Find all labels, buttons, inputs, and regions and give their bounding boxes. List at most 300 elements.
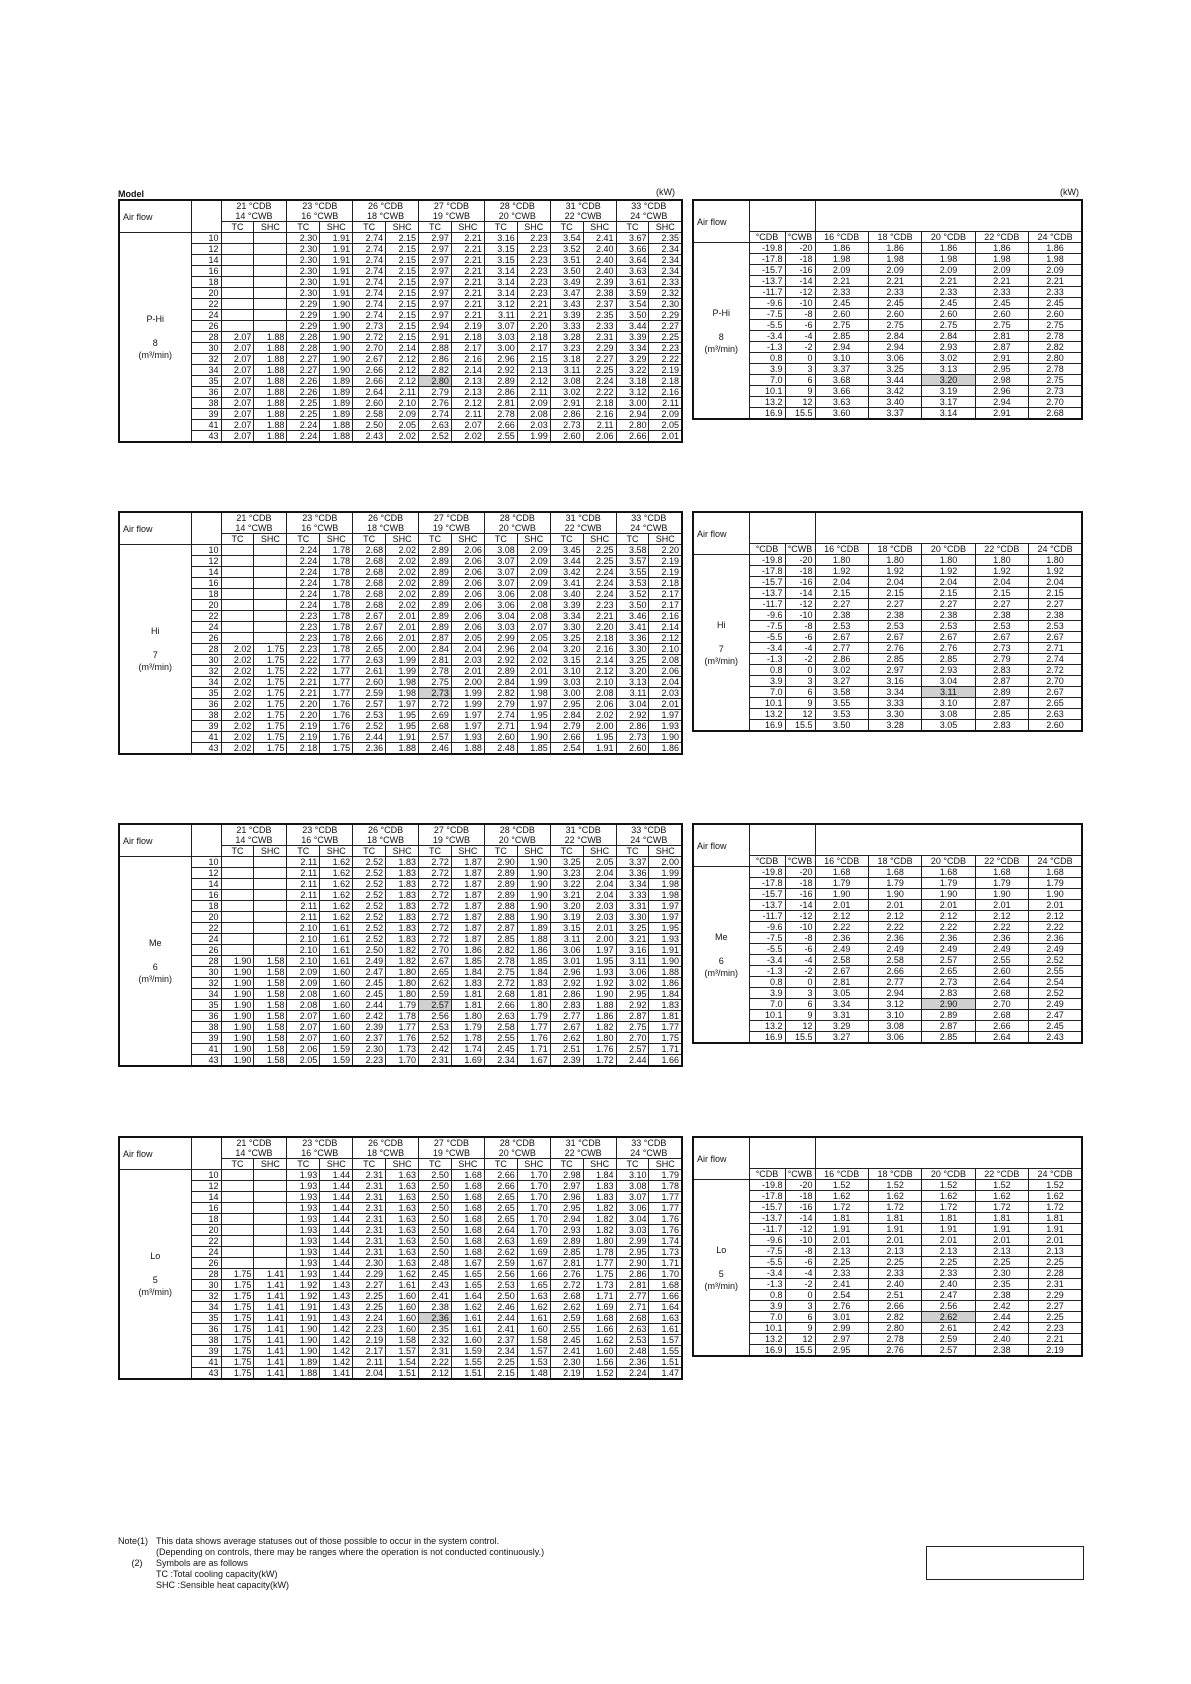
outdoor-temp: 12 bbox=[191, 868, 221, 879]
capacity-cell: 1.69 bbox=[517, 1247, 550, 1258]
capacity-cell: 2.24 bbox=[287, 545, 320, 556]
capacity-cell: 2.02 bbox=[221, 710, 254, 721]
outdoor-wb: -16 bbox=[785, 1202, 815, 1213]
capacity-cell: 2.12 bbox=[649, 633, 682, 644]
capacity-cell: 2.54 bbox=[550, 743, 583, 755]
capacity-cell: 1.90 bbox=[320, 321, 353, 332]
capacity-cell: 1.77 bbox=[649, 1203, 682, 1214]
capacity-cell: 2.75 bbox=[922, 320, 975, 331]
capacity-cell: 2.29 bbox=[287, 299, 320, 310]
capacity-cell: 2.38 bbox=[419, 1302, 452, 1313]
capacity-cell: 2.71 bbox=[616, 1302, 649, 1313]
capacity-cell: 2.53 bbox=[922, 621, 975, 632]
flow-value: 5 bbox=[718, 1268, 724, 1279]
capacity-cell: 1.62 bbox=[320, 890, 353, 901]
outdoor-wb: -18 bbox=[785, 566, 815, 577]
capacity-cell: 1.61 bbox=[320, 934, 353, 945]
capacity-cell: 2.75 bbox=[1029, 320, 1082, 331]
capacity-cell: 1.70 bbox=[649, 1269, 682, 1280]
capacity-cell: 1.76 bbox=[320, 732, 353, 743]
outdoor-temp: 32 bbox=[191, 666, 221, 677]
capacity-cell bbox=[254, 233, 287, 244]
outdoor-wb: 9 bbox=[785, 1323, 815, 1334]
capacity-cell: 2.23 bbox=[353, 1324, 386, 1335]
capacity-cell: 2.49 bbox=[975, 944, 1028, 955]
capacity-cell: 1.44 bbox=[320, 1170, 353, 1181]
cooling-table-block bbox=[118, 1136, 683, 1380]
capacity-cell: 1.60 bbox=[320, 978, 353, 989]
capacity-cell: 1.41 bbox=[254, 1280, 287, 1291]
capacity-cell: 2.01 bbox=[868, 1235, 921, 1246]
tc-header: TC bbox=[287, 846, 320, 857]
capacity-cell: 2.31 bbox=[419, 1346, 452, 1357]
capacity-cell: 2.89 bbox=[419, 611, 452, 622]
table-row bbox=[119, 1324, 682, 1335]
capacity-cell: 1.75 bbox=[583, 1269, 616, 1280]
capacity-cell: 2.66 bbox=[484, 420, 517, 431]
outdoor-db: -1.3 bbox=[749, 654, 785, 665]
outdoor-wb: -14 bbox=[785, 588, 815, 599]
capacity-cell: 2.79 bbox=[550, 721, 583, 732]
outdoor-temp: 34 bbox=[191, 677, 221, 688]
capacity-cell: 1.80 bbox=[386, 967, 419, 978]
capacity-cell: 2.14 bbox=[583, 655, 616, 666]
outdoor-db: 0.8 bbox=[749, 977, 785, 988]
capacity-cell bbox=[221, 310, 254, 321]
capacity-cell bbox=[221, 288, 254, 299]
shc-header: SHC bbox=[649, 534, 682, 545]
capacity-cell: 1.88 bbox=[583, 1000, 616, 1011]
capacity-cell: 2.45 bbox=[975, 298, 1028, 309]
air-flow-label: Air flow bbox=[119, 512, 191, 545]
capacity-cell: 2.96 bbox=[484, 644, 517, 655]
air-flow-label: Air flow bbox=[693, 512, 749, 555]
capacity-cell: 1.90 bbox=[221, 1000, 254, 1011]
cooling-capacity-table bbox=[118, 1136, 683, 1380]
table-row bbox=[693, 320, 1082, 331]
capacity-cell: 1.80 bbox=[517, 1000, 550, 1011]
capacity-cell: 2.94 bbox=[868, 342, 921, 353]
capacity-cell: 2.89 bbox=[484, 376, 517, 387]
condition-db: 28 °CDB bbox=[484, 824, 550, 835]
heating-table-block bbox=[692, 199, 1083, 420]
capacity-cell: 2.02 bbox=[583, 710, 616, 721]
outdoor-wb: 3 bbox=[785, 676, 815, 687]
capacity-cell: 2.74 bbox=[353, 288, 386, 299]
capacity-cell bbox=[254, 1258, 287, 1269]
capacity-cell: 2.09 bbox=[517, 567, 550, 578]
capacity-cell: 2.22 bbox=[815, 922, 868, 933]
capacity-cell: 1.52 bbox=[583, 1368, 616, 1380]
capacity-cell: 2.29 bbox=[583, 343, 616, 354]
outdoor-temp: 35 bbox=[191, 688, 221, 699]
capacity-cell: 2.53 bbox=[868, 621, 921, 632]
capacity-cell: 1.41 bbox=[254, 1346, 287, 1357]
capacity-cell: 2.02 bbox=[386, 567, 419, 578]
capacity-cell: 2.58 bbox=[353, 409, 386, 420]
capacity-cell: 2.15 bbox=[386, 299, 419, 310]
capacity-cell: 2.36 bbox=[353, 743, 386, 755]
outdoor-temp: 16 bbox=[191, 890, 221, 901]
capacity-cell: 2.51 bbox=[550, 1044, 583, 1055]
condition-db: 28 °CDB bbox=[484, 1137, 550, 1148]
capacity-cell: 1.93 bbox=[287, 1247, 320, 1258]
capacity-cell: 2.17 bbox=[353, 1346, 386, 1357]
outdoor-db: -9.6 bbox=[749, 610, 785, 621]
capacity-cell: 2.29 bbox=[287, 310, 320, 321]
capacity-cell: 1.61 bbox=[451, 1313, 484, 1324]
capacity-cell: 1.88 bbox=[254, 387, 287, 398]
capacity-cell: 2.05 bbox=[583, 857, 616, 868]
capacity-cell: 2.89 bbox=[419, 567, 452, 578]
outdoor-db: 3.9 bbox=[749, 364, 785, 375]
outdoor-db: -5.5 bbox=[749, 632, 785, 643]
capacity-cell: 2.09 bbox=[868, 265, 921, 276]
table-row bbox=[693, 933, 1082, 944]
capacity-cell: 1.78 bbox=[320, 545, 353, 556]
capacity-cell: 1.90 bbox=[320, 332, 353, 343]
capacity-cell: 1.93 bbox=[287, 1181, 320, 1192]
capacity-cell: 2.20 bbox=[649, 545, 682, 556]
tc-header: TC bbox=[550, 1159, 583, 1170]
outdoor-wb: -20 bbox=[785, 1180, 815, 1191]
cwb-header: °CWB bbox=[785, 544, 815, 555]
capacity-cell bbox=[254, 545, 287, 556]
outdoor-wb: -2 bbox=[785, 966, 815, 977]
capacity-cell: 2.27 bbox=[583, 354, 616, 365]
capacity-cell: 1.97 bbox=[649, 901, 682, 912]
outdoor-db: 7.0 bbox=[749, 687, 785, 698]
capacity-cell: 2.52 bbox=[353, 868, 386, 879]
capacity-cell: 2.14 bbox=[451, 365, 484, 376]
capacity-cell: 2.18 bbox=[583, 633, 616, 644]
capacity-cell: 2.10 bbox=[583, 677, 616, 688]
capacity-cell: 2.73 bbox=[616, 732, 649, 743]
shc-header: SHC bbox=[451, 534, 484, 545]
capacity-cell: 1.61 bbox=[649, 1324, 682, 1335]
capacity-cell: 1.75 bbox=[221, 1269, 254, 1280]
capacity-cell: 2.07 bbox=[221, 354, 254, 365]
capacity-cell: 1.67 bbox=[451, 1258, 484, 1269]
capacity-cell: 2.33 bbox=[815, 287, 868, 298]
capacity-cell: 2.04 bbox=[868, 577, 921, 588]
capacity-cell: 2.67 bbox=[353, 622, 386, 633]
capacity-cell: 1.57 bbox=[517, 1346, 550, 1357]
table-row bbox=[693, 1010, 1082, 1021]
capacity-cell: 2.01 bbox=[868, 900, 921, 911]
capacity-cell: 1.81 bbox=[451, 1000, 484, 1011]
capacity-cell: 1.77 bbox=[320, 655, 353, 666]
capacity-cell: 2.63 bbox=[484, 1236, 517, 1247]
capacity-cell: 1.93 bbox=[451, 732, 484, 743]
capacity-cell: 1.79 bbox=[922, 878, 975, 889]
capacity-cell: 2.76 bbox=[815, 1301, 868, 1312]
capacity-cell: 2.09 bbox=[517, 545, 550, 556]
capacity-cell: 1.89 bbox=[320, 387, 353, 398]
heat-blank bbox=[815, 512, 1082, 544]
capacity-cell: 1.93 bbox=[649, 934, 682, 945]
capacity-cell: 2.60 bbox=[1029, 309, 1082, 320]
capacity-cell: 1.62 bbox=[320, 868, 353, 879]
capacity-cell: 1.80 bbox=[583, 1236, 616, 1247]
capacity-cell: 1.55 bbox=[649, 1346, 682, 1357]
capacity-cell: 1.56 bbox=[583, 1357, 616, 1368]
capacity-cell: 2.16 bbox=[649, 387, 682, 398]
capacity-cell: 1.75 bbox=[649, 1033, 682, 1044]
capacity-cell: 1.42 bbox=[320, 1324, 353, 1335]
capacity-cell: 3.04 bbox=[484, 611, 517, 622]
table-row bbox=[119, 934, 682, 945]
capacity-cell: 2.67 bbox=[353, 354, 386, 365]
capacity-cell: 2.90 bbox=[922, 999, 975, 1010]
capacity-cell: 3.13 bbox=[616, 677, 649, 688]
capacity-cell: 1.62 bbox=[1029, 1191, 1082, 1202]
capacity-cell: 1.67 bbox=[517, 1055, 550, 1067]
capacity-cell: 2.67 bbox=[922, 632, 975, 643]
capacity-cell bbox=[254, 266, 287, 277]
capacity-cell: 1.78 bbox=[649, 1181, 682, 1192]
capacity-cell: 1.44 bbox=[320, 1192, 353, 1203]
capacity-cell: 2.87 bbox=[484, 923, 517, 934]
capacity-cell: 2.12 bbox=[386, 354, 419, 365]
capacity-cell: 2.50 bbox=[419, 1247, 452, 1258]
table-row bbox=[693, 342, 1082, 353]
air-flow-label: Air flow bbox=[693, 1137, 749, 1180]
mode-label: Lo bbox=[150, 1251, 161, 1261]
capacity-cell: 1.81 bbox=[649, 1011, 682, 1022]
capacity-cell: 2.85 bbox=[868, 654, 921, 665]
outdoor-wb: -20 bbox=[785, 243, 815, 254]
capacity-cell: 1.68 bbox=[451, 1170, 484, 1181]
capacity-cell: 2.01 bbox=[815, 1235, 868, 1246]
capacity-cell bbox=[254, 1214, 287, 1225]
condition-wb: 19 °CWB bbox=[419, 1148, 485, 1159]
table-row bbox=[693, 922, 1082, 933]
outdoor-wb: -20 bbox=[785, 555, 815, 566]
capacity-cell: 1.58 bbox=[254, 967, 287, 978]
capacity-cell: 2.67 bbox=[353, 611, 386, 622]
capacity-cell: 1.63 bbox=[386, 1236, 419, 1247]
capacity-cell: 2.12 bbox=[868, 911, 921, 922]
capacity-cell: 2.58 bbox=[868, 955, 921, 966]
capacity-cell bbox=[254, 934, 287, 945]
capacity-cell: 2.81 bbox=[815, 977, 868, 988]
flow-unit: (m³/min) bbox=[704, 967, 738, 978]
unit-right: (kW) bbox=[1060, 187, 1079, 197]
capacity-cell: 1.79 bbox=[386, 1000, 419, 1011]
capacity-cell: 2.65 bbox=[484, 1214, 517, 1225]
heating-capacity-table bbox=[692, 199, 1083, 420]
capacity-cell: 1.97 bbox=[451, 721, 484, 732]
shc-header: SHC bbox=[386, 534, 419, 545]
capacity-cell: 1.73 bbox=[649, 1247, 682, 1258]
outdoor-wb: 15.5 bbox=[785, 1032, 815, 1044]
capacity-cell: 1.55 bbox=[451, 1357, 484, 1368]
capacity-cell: 2.08 bbox=[287, 989, 320, 1000]
capacity-cell: 1.94 bbox=[517, 721, 550, 732]
capacity-cell: 2.79 bbox=[975, 654, 1028, 665]
table-row bbox=[693, 1021, 1082, 1032]
shc-header: SHC bbox=[320, 846, 353, 857]
capacity-cell: 2.04 bbox=[583, 879, 616, 890]
capacity-cell: 2.64 bbox=[353, 387, 386, 398]
heat-blank bbox=[749, 824, 815, 856]
capacity-cell: 2.31 bbox=[353, 1225, 386, 1236]
capacity-cell: 1.91 bbox=[815, 1224, 868, 1235]
table-row bbox=[693, 1290, 1082, 1301]
condition-wb: 20 °CWB bbox=[484, 1148, 550, 1159]
outdoor-temp: 28 bbox=[191, 644, 221, 655]
capacity-cell: 2.31 bbox=[353, 1236, 386, 1247]
capacity-cell: 3.25 bbox=[550, 857, 583, 868]
capacity-cell: 2.72 bbox=[419, 857, 452, 868]
capacity-cell: 2.30 bbox=[550, 1357, 583, 1368]
capacity-cell bbox=[221, 277, 254, 288]
table-row bbox=[693, 577, 1082, 588]
capacity-cell: 3.15 bbox=[484, 255, 517, 266]
capacity-cell: 3.59 bbox=[616, 288, 649, 299]
capacity-cell: 2.72 bbox=[419, 879, 452, 890]
table-row bbox=[693, 599, 1082, 610]
condition-wb: 16 °CWB bbox=[287, 1148, 353, 1159]
outdoor-temp: 10 bbox=[191, 545, 221, 556]
capacity-cell: 1.81 bbox=[517, 989, 550, 1000]
outdoor-db: -9.6 bbox=[749, 1235, 785, 1246]
capacity-cell: 2.02 bbox=[221, 688, 254, 699]
capacity-cell: 2.37 bbox=[353, 1033, 386, 1044]
table-row bbox=[119, 879, 682, 890]
capacity-cell: 2.21 bbox=[451, 277, 484, 288]
outdoor-db: -17.8 bbox=[749, 254, 785, 265]
table-row bbox=[119, 1055, 682, 1067]
capacity-cell: 3.15 bbox=[550, 655, 583, 666]
capacity-cell: 3.27 bbox=[815, 1032, 868, 1044]
capacity-cell: 2.89 bbox=[484, 879, 517, 890]
indoor-db-header: 18 °CDB bbox=[868, 544, 921, 555]
capacity-cell: 2.84 bbox=[922, 331, 975, 342]
capacity-cell: 2.89 bbox=[484, 868, 517, 879]
table-row bbox=[119, 398, 682, 409]
capacity-cell: 2.36 bbox=[975, 933, 1028, 944]
capacity-cell: 1.41 bbox=[254, 1291, 287, 1302]
capacity-cell: 1.86 bbox=[815, 243, 868, 254]
capacity-cell: 2.72 bbox=[419, 923, 452, 934]
capacity-cell: 2.23 bbox=[517, 233, 550, 244]
outdoor-wb: -4 bbox=[785, 643, 815, 654]
capacity-cell: 2.22 bbox=[287, 666, 320, 677]
capacity-cell: 1.41 bbox=[254, 1269, 287, 1280]
capacity-cell: 1.62 bbox=[451, 1302, 484, 1313]
capacity-cell: 3.16 bbox=[484, 233, 517, 244]
tc-header: TC bbox=[353, 846, 386, 857]
capacity-cell: 2.66 bbox=[616, 431, 649, 443]
capacity-cell: 2.63 bbox=[353, 655, 386, 666]
capacity-cell: 2.83 bbox=[975, 665, 1028, 676]
capacity-cell: 1.44 bbox=[320, 1181, 353, 1192]
operation-mode bbox=[693, 1180, 749, 1357]
capacity-cell: 1.69 bbox=[451, 1055, 484, 1067]
capacity-cell: 1.78 bbox=[320, 578, 353, 589]
capacity-cell: 2.95 bbox=[815, 1345, 868, 1357]
shc-header: SHC bbox=[386, 222, 419, 233]
capacity-cell: 2.24 bbox=[583, 578, 616, 589]
capacity-cell: 2.77 bbox=[550, 1011, 583, 1022]
capacity-cell: 1.44 bbox=[320, 1247, 353, 1258]
capacity-cell: 3.18 bbox=[616, 376, 649, 387]
capacity-cell: 3.10 bbox=[868, 1010, 921, 1021]
capacity-cell: 2.74 bbox=[353, 244, 386, 255]
capacity-cell: 3.44 bbox=[868, 375, 921, 386]
condition-wb: 24 °CWB bbox=[616, 523, 682, 534]
capacity-cell bbox=[221, 868, 254, 879]
outdoor-wb: -6 bbox=[785, 632, 815, 643]
capacity-cell: 3.68 bbox=[815, 375, 868, 386]
approval-stamp-box bbox=[926, 1546, 1084, 1580]
capacity-cell: 2.99 bbox=[484, 633, 517, 644]
capacity-cell: 2.20 bbox=[583, 622, 616, 633]
indoor-db-header: 24 °CDB bbox=[1029, 856, 1082, 867]
capacity-cell: 2.74 bbox=[484, 710, 517, 721]
capacity-cell: 2.24 bbox=[353, 1313, 386, 1324]
outdoor-wb: -14 bbox=[785, 1213, 815, 1224]
capacity-cell: 1.91 bbox=[320, 255, 353, 266]
capacity-cell: 2.13 bbox=[451, 387, 484, 398]
capacity-cell: 2.89 bbox=[419, 556, 452, 567]
capacity-cell: 1.78 bbox=[320, 644, 353, 655]
capacity-cell: 2.01 bbox=[975, 900, 1028, 911]
capacity-cell: 2.63 bbox=[419, 420, 452, 431]
condition-db: 28 °CDB bbox=[484, 200, 550, 211]
tc-header: TC bbox=[287, 1159, 320, 1170]
capacity-cell: 1.52 bbox=[922, 1180, 975, 1191]
capacity-cell: 2.24 bbox=[287, 600, 320, 611]
capacity-cell: 2.09 bbox=[975, 265, 1028, 276]
tc-header: TC bbox=[287, 222, 320, 233]
condition-db: 33 °CDB bbox=[616, 1137, 682, 1148]
table-row bbox=[693, 555, 1082, 566]
capacity-cell: 1.97 bbox=[583, 945, 616, 956]
capacity-cell: 2.62 bbox=[922, 1312, 975, 1323]
capacity-cell: 1.60 bbox=[451, 1335, 484, 1346]
capacity-cell: 2.85 bbox=[550, 1247, 583, 1258]
capacity-cell: 1.70 bbox=[517, 1225, 550, 1236]
capacity-cell: 1.90 bbox=[320, 354, 353, 365]
table-row bbox=[119, 255, 682, 266]
capacity-cell: 2.72 bbox=[419, 890, 452, 901]
capacity-cell: 2.02 bbox=[221, 721, 254, 732]
outdoor-temp: 34 bbox=[191, 989, 221, 1000]
outdoor-db: -3.4 bbox=[749, 955, 785, 966]
table-row bbox=[119, 666, 682, 677]
table-row bbox=[693, 1180, 1082, 1191]
capacity-cell: 1.63 bbox=[386, 1170, 419, 1181]
table-row bbox=[693, 287, 1082, 298]
capacity-cell: 1.83 bbox=[386, 923, 419, 934]
capacity-cell: 2.06 bbox=[451, 556, 484, 567]
indoor-db-header: 20 °CDB bbox=[922, 544, 975, 555]
capacity-cell: 2.67 bbox=[550, 1022, 583, 1033]
capacity-cell: 1.84 bbox=[649, 989, 682, 1000]
capacity-cell: 1.75 bbox=[221, 1313, 254, 1324]
capacity-cell: 1.97 bbox=[451, 710, 484, 721]
condition-wb: 18 °CWB bbox=[353, 1148, 419, 1159]
capacity-cell bbox=[221, 299, 254, 310]
capacity-cell: 2.23 bbox=[517, 288, 550, 299]
table-row bbox=[119, 1022, 682, 1033]
capacity-cell: 2.29 bbox=[353, 1269, 386, 1280]
capacity-cell: 1.85 bbox=[517, 956, 550, 967]
table-row bbox=[119, 1335, 682, 1346]
